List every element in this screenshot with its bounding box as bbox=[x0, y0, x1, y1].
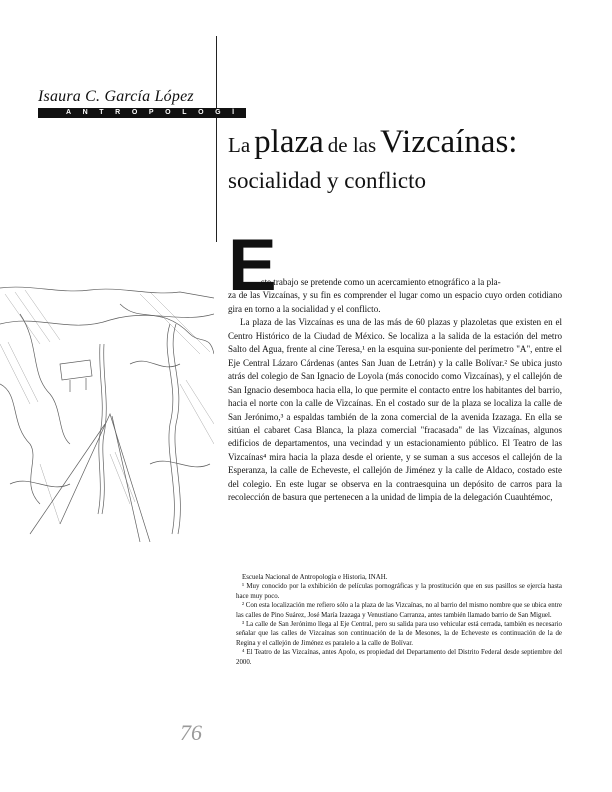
footnote-affiliation: Escuela Nacional de Antropología e Historia, INAH. bbox=[242, 574, 388, 581]
title-word: Vizcaínas: bbox=[380, 124, 518, 160]
article-subtitle: socialidad y conflicto bbox=[228, 168, 426, 193]
footnotes bbox=[236, 573, 562, 667]
footnote: ² Con esta localización me refiero sólo a la plaza de las Vizcaínas, no al barrio del mismo nombre que se ubica entre las calles de Pino Suárez, José María Izazaga y Venustiano Carranza, antes también llamado barrio de San Miguel. bbox=[236, 602, 562, 619]
body-paragraph: za de las Vizcaínas, y su fin es comprender el lugar como un espacio cuyo orden cotidiano gira en torno a la socialidad y el conflicto. bbox=[228, 290, 562, 314]
body-paragraph: La plaza de las Vizcaínas es una de las más de 60 plazas y plazoletas que existen en el Centro Histórico de la Ciudad de México. Se localiza a la salida de la estación del metro Salto del Agua, frente al cine Teresa,¹ en la esquina sur-poniente del perímetro "A", entre el Eje Central Lázaro Cárdenas (antes San Juan de Letrán) y la calle Bolívar.² Se ubica justo atrás del colegio de San Ignacio de Loyola (más conocido como Vizcaínas), y el callejón de San Ignacio desemboca hacia ella, lo que permite el contacto entre los habitantes del barrio, hacia el norte con la calle de Vizcaínas. En el costado sur de la plaza se localiza la calle de San Jerónimo,³ a espaldas también de la zona comercial de la avenida Izazaga. En ella se sitúan el cabaret Casa Blanca, la plaza comercial "fracasada" de las Vizcaínas, algunos edificios de departamentos, una vecindad y un estacionamiento público. El Teatro de las Vizcaínas⁴ mira hacia la plaza desde el oriente, y se suman a sus accesos el callejón de la Esperanza, la calle de Echeveste, el callejón de Jiménez y la calle de Aldaco, costado este del colegio. En este lugar se observa en la contraesquina un depósito de carros para la recolección de basura que pertenecen a la unidad de limpia de la delegación Cuauhtémoc, bbox=[228, 317, 562, 503]
title-word: plaza bbox=[254, 124, 324, 160]
section-label: ANTROPOLOGÍA bbox=[38, 108, 246, 118]
drop-cap: E bbox=[228, 225, 277, 306]
title-word: de las bbox=[327, 133, 377, 157]
vertical-rule bbox=[216, 36, 217, 242]
footnote: ³ La calle de San Jerónimo llega al Eje Central, pero su salida para uso vehicular está cerrada, también es necesario señalar que las calles de Vizcaínas son continuación de la de Mesones, la de Echeveste es continuación de la de Regina y el callejón de Jiménez es paralelo a la calle de Bolívar. bbox=[236, 621, 562, 647]
footnote: ¹ Muy conocido por la exhibición de películas pornográficas y la prostitución que en sus pasillos se ejercía hasta hace muy poco. bbox=[236, 583, 562, 600]
footnote: ⁴ El Teatro de las Vizcaínas, antes Apolo, es propiedad del Departamento del Distrito Federal desde septiembre del 2000. bbox=[236, 649, 562, 666]
title-word: La bbox=[228, 133, 251, 157]
page-number: 76 bbox=[180, 720, 202, 745]
article-body bbox=[228, 276, 562, 505]
plaza-sketch-illustration bbox=[0, 284, 214, 542]
body-first-line: ste trabajo se pretende como un acercamiento etnográfico a la pla- bbox=[261, 277, 501, 287]
author-name: Isaura C. García López bbox=[38, 88, 194, 105]
article-title bbox=[228, 126, 517, 159]
